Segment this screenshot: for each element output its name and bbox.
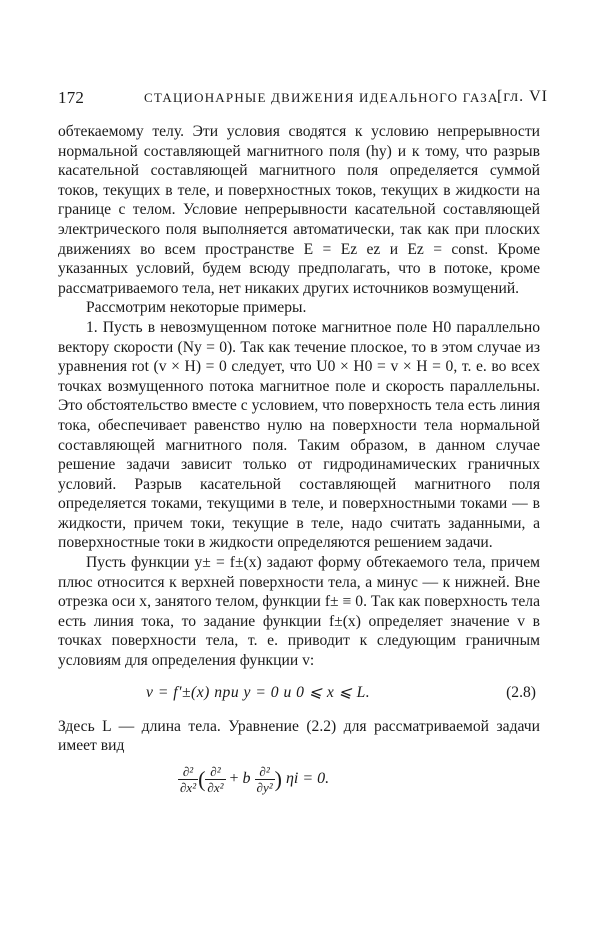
frac-d2-dy2: $\frac{\text{∂²}}{\text{∂y²}}$ [256,763,273,795]
equation-2-8-formula: v = f′±(x) при y = 0 и 0 ⩽ x ⩽ L. [146,683,371,701]
paragraph-5: Здесь L — длина тела. Уравнение (2.2) для рассматриваемой задачи имеет вид [58,717,540,755]
paragraph-1: обтекаемому телу. Эти условия сводятся к условию непрерывности нормальной составляющей магнитного поля (hy) и к тому, что разрыв касательной составляющей магнитного поля определяется суммой токов, текущих в теле, и поверхностных токов, текущих в жидкости на границе с телом. Условие непрерывности касательной составляющей электрического поля выполняется автоматически, так как при плоских движениях во всем пространстве E = Ez ez и Ez = const. Кроме указанных условий, будем всюду предполагать, что в потоке, кроме рассматриваемого тела, нет никаких других источников возмущений. [58,123,540,297]
page-body [58,122,540,814]
frac-d2-dx2-outer: $\frac{\text{∂²}}{\text{∂x²}}$ [180,763,197,795]
chapter-label: [гл. VI [497,88,548,105]
final-equation-formula: $\frac{\text{∂²}}{\text{∂x²}}$ ( $\frac{\text{∂²}}{\text{∂x²}}$ + b $\frac{\text{∂²}}{\text{∂y²}}$ ) ηi = 0. [180,763,330,795]
paragraph-3: 1. Пусть в невозмущенном потоке магнитное поле H0 параллельно вектору скорости (Ny = 0). Так как течение плоское, то в этом случае из уравнения rot (v × H) = 0 следует, что U0 × H0 = v × H = 0, т. е. во всех точках возмущенного потока магнитное поле и скорость параллельны. Это обстоятельство вместе с условием, что поверхность тела есть линия тока, обеспечивает равенство нулю на поверхности тела нормальной составляющей магнитного поля. Таким образом, в данном случае решение задачи зависит только от гидродинамических граничных условий. Разрыв касательной составляющей магнитного поля определяется токами, текущими в теле, и поверхностными токами — в жидкости, причем токи, текущие в теле, надо считать заданными, а поверхностные токи в жидкости определяются решением задачи. [58,318,540,552]
frac-d2-dx2-inner: $\frac{\text{∂²}}{\text{∂x²}}$ [207,763,224,795]
running-header [58,88,548,112]
final-equation-tail: ηi = 0. [285,769,330,787]
paragraph-2: Рассмотрим некоторые примеры. [86,299,307,317]
coefficient-b: b [242,769,251,787]
equation-2-8 [58,677,540,709]
running-title: СТАЦИОНАРНЫЕ ДВИЖЕНИЯ ИДЕАЛЬНОГО ГАЗА [144,90,499,105]
final-equation [58,762,540,814]
page-number: 172 [58,88,85,107]
paragraph-4: Пусть функции y± = f±(x) задают форму обтекаемого тела, причем плюс относится к верхней поверхности тела, а минус — к нижней. Вне отрезка оси x, занятого телом, функции f± ≡ 0. Так как поверхность тела есть линия тока, то задание функции f±(x) определяет значение v в точках поверхности тела, т. е. приводит к следующим граничным условиям для определения функции v: [58,554,540,670]
equation-2-8-number: (2.8) [506,683,536,701]
